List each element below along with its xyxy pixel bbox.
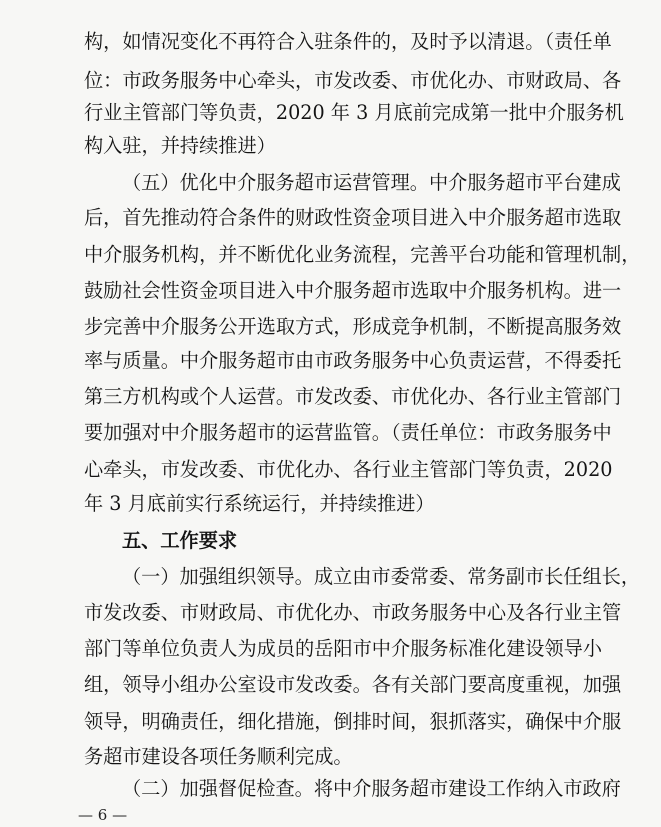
paragraph-start-line: （一）加强组织领导。成立由市委常委、常务副市长任组长， bbox=[122, 565, 641, 588]
page-number: — 6 — bbox=[78, 806, 128, 824]
text-line: 务超市建设各项任务顺利完成。 bbox=[84, 745, 353, 768]
text-line: 率与质量。中介服务超市由市政务服务中心负责运营，不得委托 bbox=[84, 349, 622, 372]
text-line: 组，领导小组办公室设市发改委。各有关部门要高度重视，加强 bbox=[84, 673, 622, 696]
text-line: 心牵头，市发改委、市优化办、各行业主管部门等负责，2020 bbox=[84, 458, 613, 481]
section-heading: 五、工作要求 bbox=[122, 529, 238, 552]
text-line: 第三方机构或个人运营。市发改委、市优化办、各行业主管部门 bbox=[84, 385, 622, 408]
paragraph-start-line: （五）优化中介服务超市运营管理。中介服务超市平台建成 bbox=[122, 171, 621, 194]
text-line: 市发改委、市财政局、市优化办、市政务服务中心及各行业主管 bbox=[84, 601, 622, 624]
text-line: 行业主管部门等负责，2020 年 3 月底前完成第一批中介服务机 bbox=[84, 101, 624, 124]
text-line: 部门等单位负责人为成员的岳阳市中介服务标准化建设领导小 bbox=[84, 637, 603, 660]
text-line: 构，如情况变化不再符合入驻条件的，及时予以清退。（责任单 bbox=[84, 30, 612, 53]
text-line: 位：市政务服务中心牵头，市发改委、市优化办、市财政局、各 bbox=[84, 69, 622, 92]
text-line: 中介服务机构，并不断优化业务流程，完善平台功能和管理机制， bbox=[84, 243, 641, 266]
text-line: 后，首先推动符合条件的财政性资金项目进入中介服务超市选取 bbox=[84, 206, 622, 229]
text-line: 领导，明确责任，细化措施，倒排时间，狠抓落实，确保中介服 bbox=[84, 710, 622, 733]
text-line: 年 3 月底前实行系统运行，并持续推进） bbox=[84, 492, 435, 515]
paragraph-start-line: （二）加强督促检查。将中介服务超市建设工作纳入市政府 bbox=[122, 777, 621, 800]
text-line: 构入驻，并持续推进） bbox=[84, 134, 276, 157]
text-line: 步完善中介服务公开选取方式，形成竞争机制，不断提高服务效 bbox=[84, 315, 622, 338]
text-line: 鼓励社会性资金项目进入中介服务超市选取中介服务机构。进一 bbox=[84, 279, 622, 302]
text-line: 要加强对中介服务超市的运营监管。（责任单位：市政务服务中 bbox=[84, 421, 612, 444]
